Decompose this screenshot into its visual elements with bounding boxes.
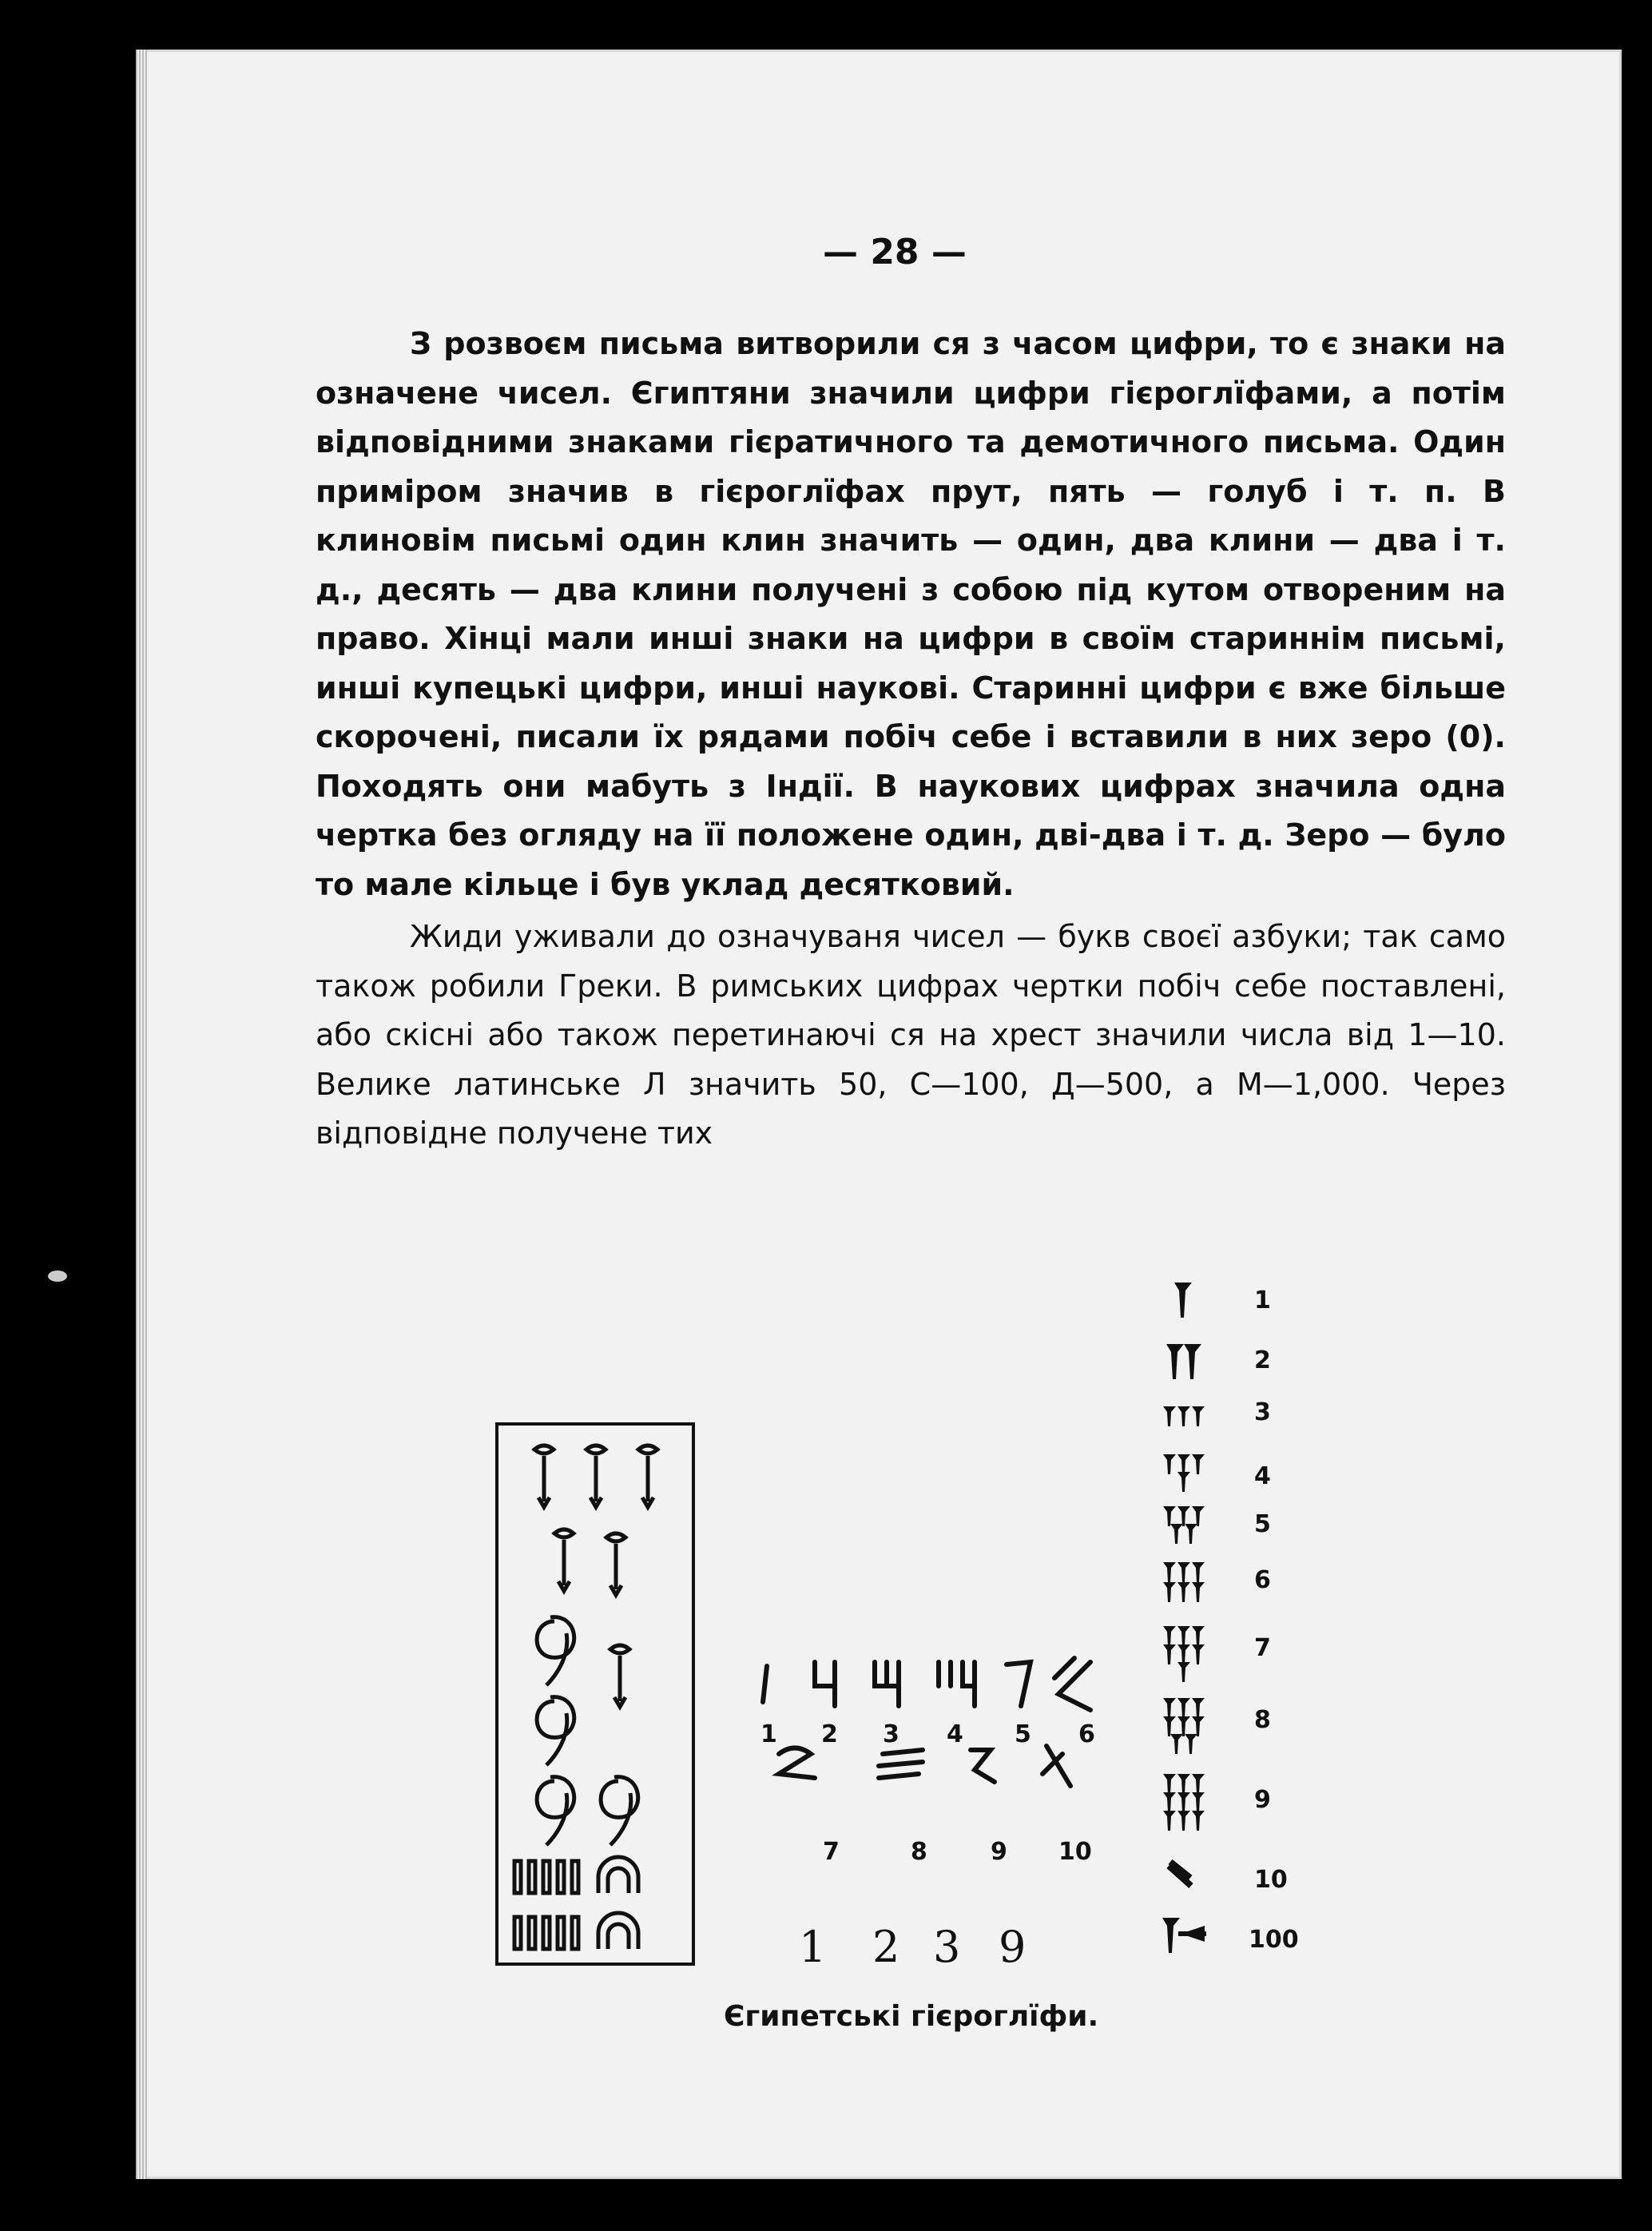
hieratic-numerals [743, 1650, 1118, 1890]
cuneiform-drawing [1134, 1271, 1318, 1982]
unit-strokes [514, 1917, 578, 1949]
cuneiform-3 [1163, 1406, 1205, 1426]
hieratic-label-1: 1 [760, 1720, 777, 1748]
cuneiform-label-2: 2 [1254, 1346, 1271, 1374]
figure-caption: Єгипетські гієроглїфи. [724, 2000, 1099, 2033]
page-number: — 28 — [823, 232, 967, 272]
paragraph-1: З розвоєм письма витворили ся з часом цифри, то є знаки на означене чисел. Єгиптяни значили цифри гієроглїфами, а потім відповідними знаками гієратичного та демотичного письма. Один приміром значив в гієроглїфах прут, пять — голуб і т. п. В клиновім письмі один клин значить — один, два клини — два і т. д., десять — два клини получені з собою під кутом отвореним на право. Хінці мали инші знаки на цифри в своїм стариннім письмі, инші купецькі цифри, инші наукові. Старинні цифри є вже більше скорочені, писали їх рядами побіч себе і вставили в них зеро (0). Походять они мабуть з Індії. В наукових цифрах значила одна чертка без огляду на її положене один, дві-два і т. д. Зеро — було то мале кільце і був уклад десятковий. [316, 326, 1506, 902]
hieratic-label-4: 4 [947, 1720, 963, 1748]
cuneiform-label-3: 3 [1254, 1398, 1271, 1426]
cuneiform-label-6: 6 [1254, 1566, 1271, 1594]
hieratic-glyph-1 [763, 1666, 767, 1702]
cuneiform-label-8: 8 [1254, 1706, 1271, 1734]
arch-glyph [598, 1913, 638, 1949]
arch-glyph [598, 1857, 638, 1893]
cuneiform-9 [1163, 1774, 1205, 1831]
demotic-digit: 9 [999, 1922, 1027, 1972]
hieratic-label-9: 9 [991, 1838, 1007, 1866]
scan-speck [48, 1271, 67, 1282]
hieratic-label-3: 3 [883, 1720, 899, 1748]
cuneiform-label-9: 9 [1254, 1786, 1271, 1814]
hieratic-label-8: 8 [911, 1838, 927, 1866]
coil-glyph [537, 1617, 574, 1685]
lotus-glyph [554, 1529, 574, 1591]
demotic-digit: 1 [799, 1922, 827, 1972]
hieratic-label-7: 7 [823, 1838, 840, 1866]
hieroglyph-drawing [498, 1426, 698, 1969]
cuneiform-100 [1162, 1918, 1206, 1953]
body-text [316, 320, 1506, 1159]
lotus-glyph [534, 1446, 554, 1507]
hieratic-glyph-3 [875, 1662, 899, 1706]
paragraph-2: Жиди уживали до означуваня чисел — букв своєї азбуки; так само також робили Греки. В римських цифрах чертки побіч себе поставлені, або скісні або також перетинаючі ся на хрест значили числа від 1—10. Велике латинське Л значить 50, С—100, Д—500, а М—1,000. Через відповідне получене тих [316, 919, 1506, 1151]
coil-glyph [537, 1697, 574, 1765]
demotic-digit: 3 [933, 1922, 961, 1972]
lotus-glyph [638, 1446, 657, 1507]
cuneiform-label-5: 5 [1254, 1510, 1271, 1538]
hieratic-label-5: 5 [1015, 1720, 1031, 1748]
coil-glyph [537, 1777, 574, 1845]
demotic-digits [799, 1922, 1070, 1978]
cuneiform-label-10: 10 [1254, 1866, 1288, 1894]
hieratic-label-10: 10 [1058, 1838, 1092, 1866]
hieratic-label-2: 2 [821, 1720, 838, 1748]
hieratic-glyph-4 [939, 1662, 975, 1706]
cuneiform-label-4: 4 [1254, 1462, 1271, 1490]
demotic-digit: 2 [872, 1922, 900, 1972]
lotus-glyph [586, 1446, 606, 1507]
lotus-glyph [606, 1533, 625, 1595]
cuneiform-1 [1174, 1283, 1192, 1318]
cuneiform-label-1: 1 [1254, 1287, 1271, 1314]
hieratic-glyph-5 [1007, 1662, 1031, 1706]
hieratic-glyph-10 [1042, 1746, 1070, 1786]
cuneiform-8 [1163, 1698, 1205, 1754]
cuneiform-numerals [1134, 1271, 1318, 1982]
cuneiform-10 [1169, 1862, 1191, 1886]
cuneiform-6 [1163, 1562, 1205, 1602]
hieratic-glyph-8 [879, 1750, 923, 1778]
hieratic-glyph-7 [779, 1748, 815, 1779]
lotus-glyph [610, 1645, 629, 1707]
coil-glyph [601, 1777, 638, 1845]
hieroglyph-panel [495, 1422, 695, 1966]
hieratic-glyph-9 [971, 1750, 995, 1782]
hieratic-label-6: 6 [1078, 1720, 1095, 1748]
hieratic-glyph-2 [815, 1662, 835, 1706]
cuneiform-7 [1163, 1626, 1205, 1682]
cuneiform-5 [1163, 1506, 1205, 1544]
hieratic-glyph-6 [1054, 1658, 1090, 1710]
cuneiform-2 [1166, 1344, 1201, 1379]
cuneiform-label-7: 7 [1254, 1634, 1271, 1662]
cuneiform-label-100: 100 [1249, 1926, 1299, 1954]
unit-strokes [514, 1861, 578, 1893]
cuneiform-4 [1163, 1454, 1205, 1492]
page-edge [136, 50, 147, 2179]
